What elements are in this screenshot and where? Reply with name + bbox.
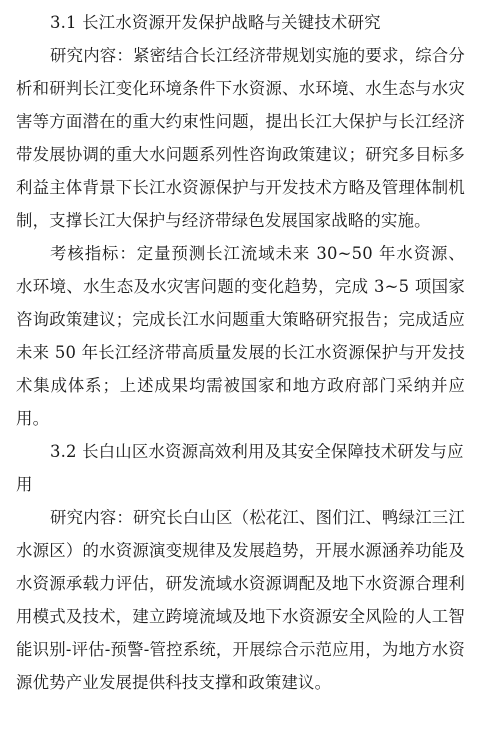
section-3-1-assessment-indicators: 考核指标：定量预测长江流域未来 30~50 年水资源、水环境、水生态及水灾害问题的变化趋势，完成 3~5 项国家咨询政策建议；完成长江水问题重大策略研究报告；完成适应未来 50 年长江经济带高质量发展的长江水资源保护与开发技术集成体系；上述成果均需被国家和地方政府部门采纳并应用。 xyxy=(16,244,465,428)
section-3-2-research-content: 研究内容：研究长白山区（松花江、图们江、鸭绿江三江水源区）的水资源演变规律及发展趋势，开展水源涵养功能及水资源承载力评估，研发流域水资源调配及地下水资源合理利用模式及技术，建立跨境流域及地下水资源安全风险的人工智能识别-评估-预警-管控系统，开展综合示范应用，为地方水资源优势产业发展提供科技支撑和政策建议。 xyxy=(16,508,465,692)
section-3-1-research-content: 研究内容：紧密结合长江经济带规划实施的要求，综合分析和研判长江变化环境条件下水资源、水环境、水生态与水灾害等方面潜在的重大约束性问题，提出长江大保护与长江经济带发展协调的重大水问题系列性咨询政策建议；研究多目标多利益主体背景下长江水资源保护与开发技术方略及管理体制机制，支撑长江大保护与经济带绿色发展国家战略的实施。 xyxy=(16,46,465,230)
section-title-3-1: 3.1 长江水资源开发保护战略与关键技术研究 xyxy=(50,13,381,32)
section-title-3-2: 3.2 长白山区水资源高效利用及其安全保障技术研发与应用 xyxy=(16,442,464,494)
